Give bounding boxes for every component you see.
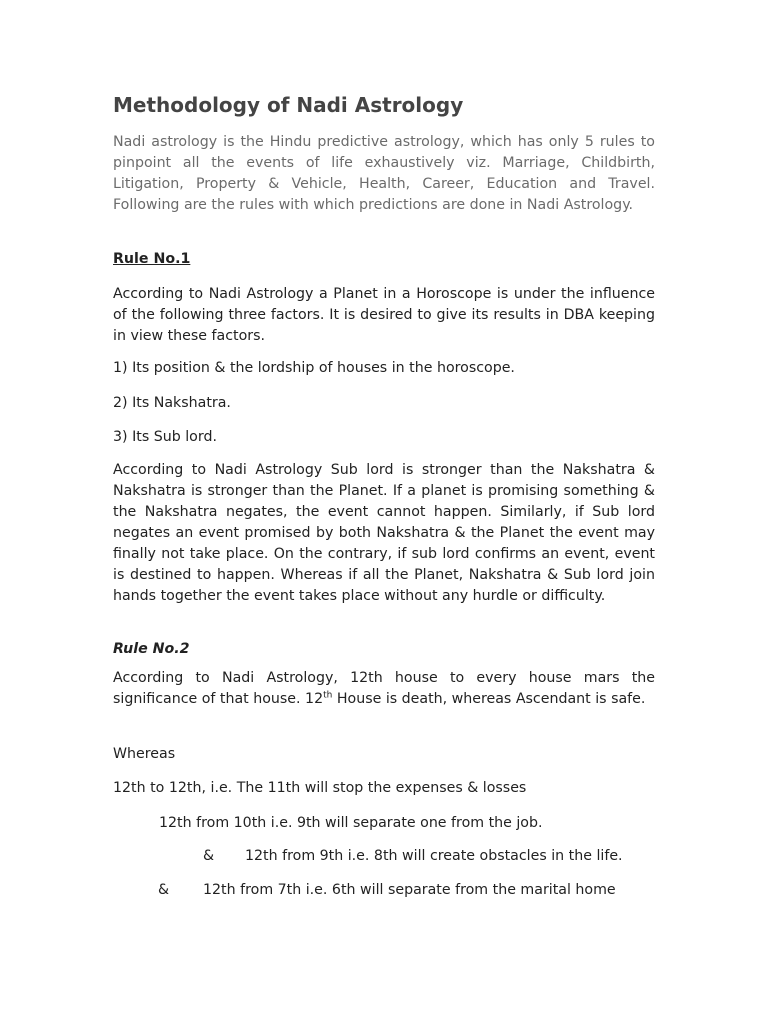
rule-2-paragraph [113, 668, 655, 710]
rule-2-heading: Rule No.2 [113, 641, 190, 657]
rule-2-line-4-ampersand: & [158, 882, 170, 898]
rule-2-line-3-ampersand: & [203, 848, 215, 864]
rule-1-paragraph-1: According to Nadi Astrology a Planet in a Horoscope is under the influence of the following three factors. It is desired to give its results in DBA keeping in view these factors. [113, 286, 655, 344]
rule-2-line-1: 12th to 12th, i.e. The 11th will stop the expenses & losses [113, 780, 527, 796]
rule-1-item-1: 1) Its position & the lordship of houses in the horoscope. [113, 360, 515, 376]
rule-2-superscript: th [323, 690, 333, 701]
page-title: Methodology of Nadi Astrology [113, 93, 464, 117]
rule-2-paragraph-text-a: According to Nadi Astrology, 12th house to every house mars the significance of that house. 12 [113, 670, 655, 707]
rule-1-item-3: 3) Its Sub lord. [113, 429, 217, 445]
rule-2-line-3: 12th from 9th i.e. 8th will create obstacles in the life. [245, 848, 623, 864]
rule-1-paragraph-2: According to Nadi Astrology Sub lord is stronger than the Nakshatra & Nakshatra is stronger than the Planet. If a planet is promising something & the Nakshatra negates, the event cannot happen. Similarly, if Sub lord negates an event promised by both Nakshatra & the Planet the event may finally not take place. On the contrary, if sub lord confirms an event, event is destined to happen. Whereas if all the Planet, Nakshatra & Sub lord join hands together the event takes place without any hurdle or difficulty. [113, 462, 655, 604]
intro-paragraph: Nadi astrology is the Hindu predictive astrology, which has only 5 rules to pinpoint all the events of life exhaustively viz. Marriage, Childbirth, Litigation, Property & Vehicle, Health, Career, Education and Travel. Following are the rules with which predictions are done in Nadi Astrology. [113, 134, 655, 213]
rule-2-line-4: 12th from 7th i.e. 6th will separate from the marital home [203, 882, 616, 898]
rule-1-item-2: 2) Its Nakshatra. [113, 395, 231, 411]
rule-2-paragraph-text-b: House is death, whereas Ascendant is safe. [332, 691, 646, 707]
whereas-label: Whereas [113, 746, 176, 762]
rule-1-heading: Rule No.1 [113, 251, 191, 267]
rule-2-line-2: 12th from 10th i.e. 9th will separate one from the job. [159, 815, 543, 831]
